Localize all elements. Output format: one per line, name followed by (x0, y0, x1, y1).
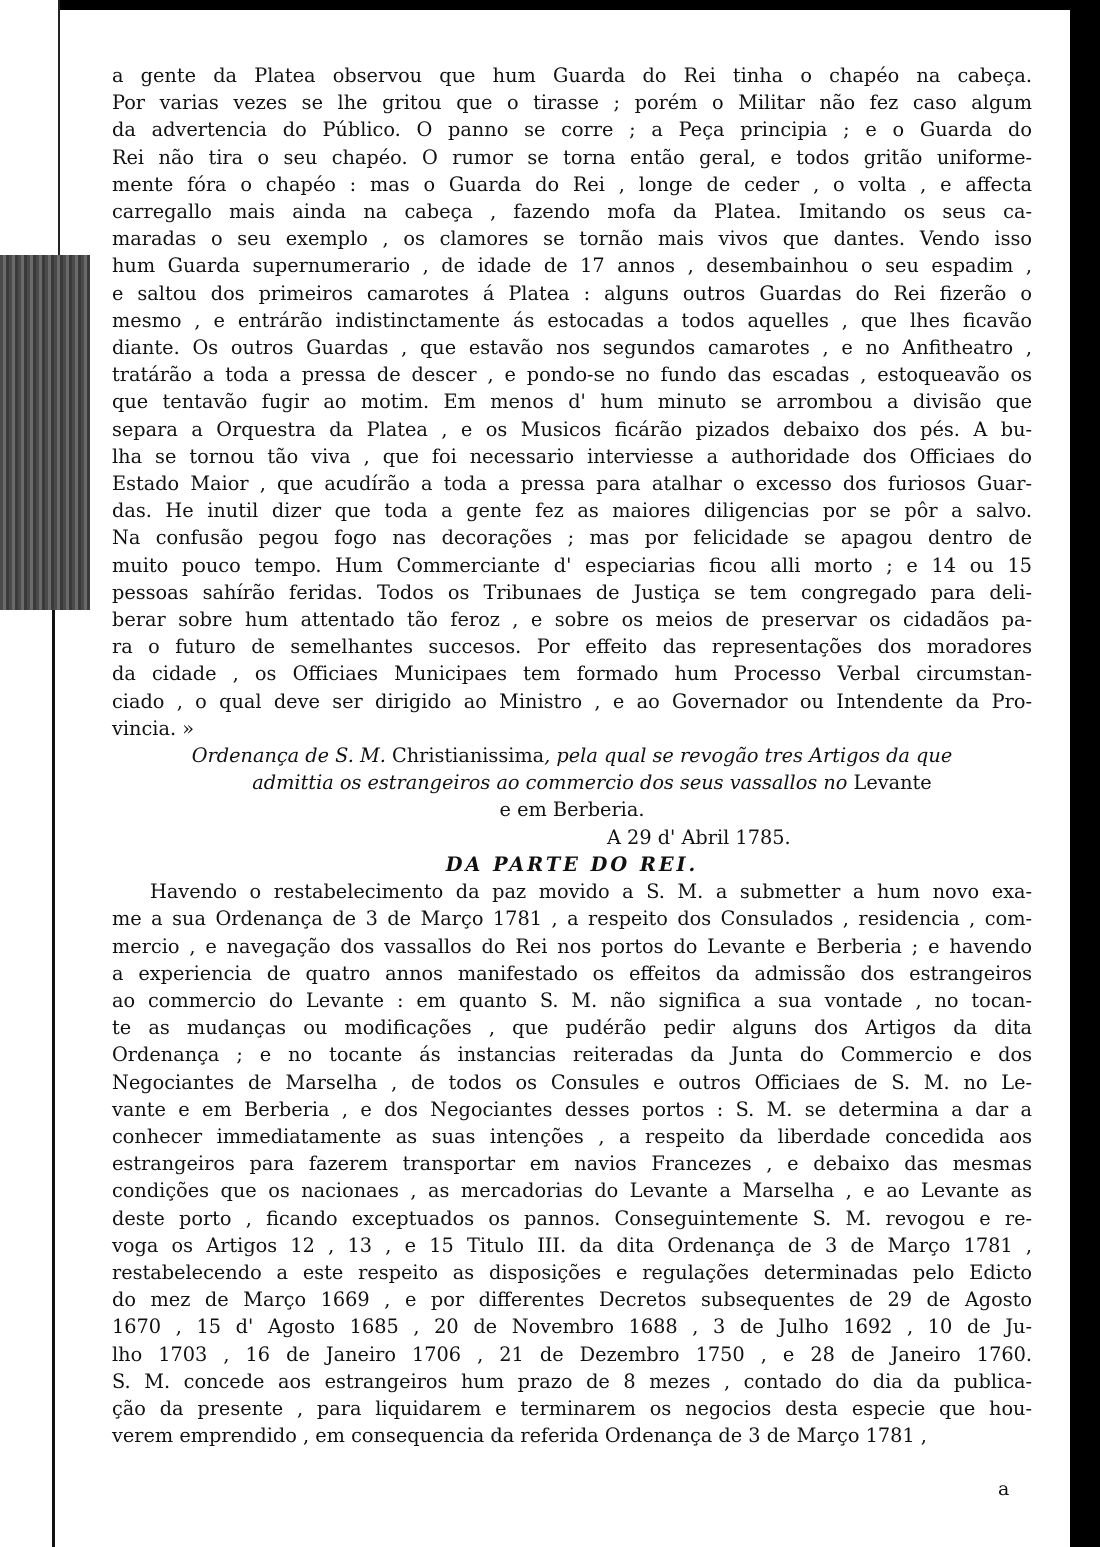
ordinance-title-line-1 (112, 742, 1032, 769)
decree-line: Havendo o restabelecimento da paz movido a S. M. a submetter a hum novo exa- (150, 880, 1032, 904)
scan-binding-shadow (0, 255, 90, 610)
decree-line: condições que os nacionaes , as mercadorias do Levante a Marselha , e ao Levante as (112, 1179, 1032, 1203)
report-line: vincia. » (112, 716, 194, 740)
decree-line: ção da presente , para liquidarem e terminarem os negocios desta especie que hou- (112, 1396, 1032, 1420)
report-line: Estado Maior , que acudírão a toda a pressa para atalhar o excesso dos furiosos Guar- (112, 472, 1032, 496)
ordinance-title-part: Ordenança de S. M. (191, 744, 386, 768)
report-line: da advertencia do Público. O panno se corre ; a Peça principia ; e o Guarda do (112, 118, 1032, 142)
decree-line: restabelecendo a este respeito as disposições e regulações determinadas pelo Edicto (112, 1260, 1032, 1284)
report-line: e saltou dos primeiros camarotes á Platea : alguns outros Guardas do Rei fizerão o (112, 281, 1032, 305)
decree-line: lho 1703 , 16 de Janeiro 1706 , 21 de Dezembro 1750 , e 28 de Janeiro 1760. (112, 1342, 1032, 1366)
report-line: Rei não tira o seu chapéo. O rumor se torna então geral, e todos gritão uniforme- (112, 145, 1032, 169)
decree-line: Ordenança ; e no tocante ás instancias reiteradas da Junta do Commercio e dos (112, 1043, 1032, 1067)
report-line: ciado , o qual deve ser dirigido ao Ministro , e ao Governador ou Intendente da Pro- (112, 689, 1032, 713)
report-line: lha se tornou tão viva , que foi necessario interviesse a authoridade dos Officiaes do (112, 444, 1032, 468)
report-paragraph (112, 62, 1032, 742)
report-line: mente fóra o chapéo : mas o Guarda do Rei , longe de ceder , o volta , e affecta (112, 172, 1032, 196)
ordinance-title-part: admittia os estrangeiros ao commercio dos seus vassallos no (252, 771, 848, 795)
document-page (112, 62, 1032, 1449)
decree-line: mercio , e navegação dos vassallos do Rei nos portos do Levante e Berberia ; e havendo (112, 934, 1032, 958)
decree-line: a experiencia de quatro annos manifestado os effeitos da admissão dos estrangeiros (112, 961, 1032, 985)
report-line: Na confusão pegou fogo nas decorações ; mas por felicidade se apagou dentro de (112, 526, 1032, 550)
decree-paragraph (112, 878, 1032, 1449)
report-line: mesmo , e entrárão indistinctamente ás estocadas a todos aquelles , que lhes ficavão (112, 308, 1032, 332)
scan-border-right (1070, 0, 1100, 1547)
decree-line: vante e em Berberia , e dos Negociantes desses portos : S. M. se determina a dar a (112, 1097, 1032, 1121)
catchword: a (998, 1478, 1010, 1500)
report-line: ra o futuro de semelhantes succesos. Por effeito das representações dos moradores (112, 635, 1032, 659)
report-line: muito pouco tempo. Hum Commerciante d' especiarias ficou alli morto ; e 14 ou 15 (112, 553, 1032, 577)
report-line: que tentavão fugir ao motim. Em menos d' hum minuto se arrombou a divisão que (112, 390, 1032, 414)
report-line: pessoas sahírão feridas. Todos os Tribunaes de Justiça se tem congregado para deli- (112, 580, 1032, 604)
scan-border-top (0, 0, 1100, 10)
scan-margin-left-upper (0, 0, 60, 255)
decree-line: deste porto , ficando exceptuados os pannos. Conseguintemente S. M. revogou e re- (112, 1206, 1032, 1230)
section-heading: DA PARTE DO REI. (445, 852, 699, 876)
report-line: das. He inutil dizer que toda a gente fez as maiores diligencias por se pôr a salvo. (112, 499, 1032, 523)
decree-line: do mez de Março 1669 , e por differentes Decretos subsequentes de 29 de Agosto (112, 1288, 1032, 1312)
report-line: berar sobre hum attentado tão feroz , e sobre os meios de preservar os cidadãos pa- (112, 608, 1032, 632)
decree-line: te as mudanças ou modificações , que pudérão pedir alguns dos Artigos da dita (112, 1016, 1032, 1040)
report-line: tratárão a toda a pressa de descer , e pondo-se no fundo das escadas , estoqueavão os (112, 363, 1032, 387)
decree-line: estrangeiros para fazerem transportar em navios Francezes , e debaixo das mesmas (112, 1152, 1032, 1176)
report-line: carregallo mais ainda na cabeça , fazendo mofa da Platea. Imitando os seus ca- (112, 200, 1032, 224)
report-line: Por varias vezes se lhe gritou que o tirasse ; porém o Militar não fez caso algum (112, 91, 1032, 115)
ordinance-title-part: Levante (853, 771, 932, 795)
report-line: maradas o seu exemplo , os clamores se tornão mais vivos que dantes. Vendo isso (112, 227, 1032, 251)
scan-margin-left-lower (0, 610, 55, 1547)
decree-line: 1670 , 15 d' Agosto 1685 , 20 de Novembro 1688 , 3 de Julho 1692 , 10 de Ju- (112, 1315, 1032, 1339)
ordinance-date: A 29 d' Abril 1785. (607, 825, 791, 849)
decree-line: voga os Artigos 12 , 13 , e 15 Titulo III. da dita Ordenança de 3 de Março 1781 , (112, 1233, 1032, 1257)
report-line: a gente da Platea observou que hum Guarda do Rei tinha o chapéo na cabeça. (112, 64, 1032, 87)
report-line: separa a Orquestra da Platea , e os Musicos ficárão pizados debaixo dos pés. A bu- (112, 417, 1032, 441)
decree-line: ao commercio do Levante : em quanto S. M. não significa a sua vontade , no tocan- (112, 988, 1032, 1012)
ordinance-title-line-2 (112, 769, 1032, 796)
decree-line: S. M. concede aos estrangeiros hum prazo de 8 mezes , contado do dia da publica- (112, 1369, 1032, 1393)
ordinance-title-line-3: e em Berberia. (499, 798, 645, 822)
decree-line: conhecer immediatamente as suas intenções , a respeito da liberdade concedida aos (112, 1124, 1032, 1148)
decree-line: Negociantes de Marselha , de todos os Consules e outros Officiaes de S. M. no Le- (112, 1070, 1032, 1094)
decree-line: me a sua Ordenança de 3 de Março 1781 , a respeito dos Consulados , residencia , com- (112, 907, 1032, 931)
ordinance-title-part: , pela qual se revogão tres Artigos da que (544, 744, 953, 768)
report-line: diante. Os outros Guardas , que estavão nos segundos camarotes , e no Anfitheatro , (112, 336, 1032, 360)
ordinance-title-part: Christianissima (391, 744, 545, 768)
report-line: da cidade , os Officiaes Municipaes tem formado hum Processo Verbal circumstan- (112, 662, 1032, 686)
report-line: hum Guarda supernumerario , de idade de 17 annos , desembainhou o seu espadim , (112, 254, 1032, 278)
decree-line: verem emprendido , em consequencia da referida Ordenança de 3 de Março 1781 , (112, 1424, 927, 1448)
